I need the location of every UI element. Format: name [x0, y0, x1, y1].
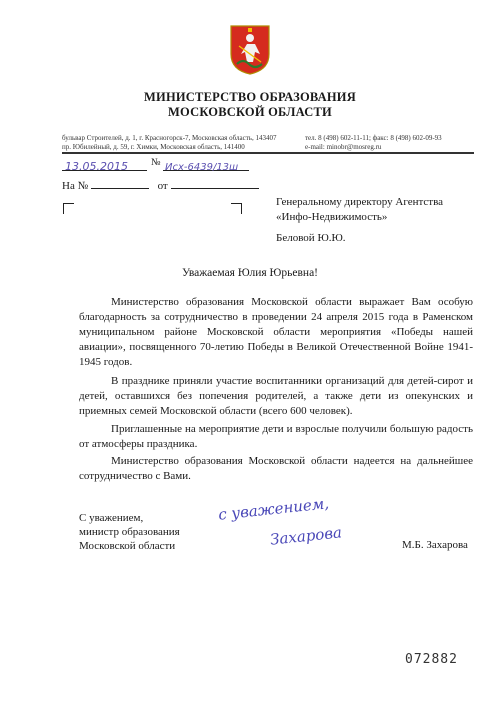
header-divider [62, 152, 474, 154]
closing-line: С уважением, [79, 512, 144, 524]
closing-region: Московской области [79, 540, 176, 552]
address-line: пр. Юбилейный, д. 59, г. Химки, Московская область, 141400 [62, 143, 245, 151]
registration-date: 13.05.2015 [65, 160, 128, 173]
signatory-name: М.Б. Захарова [402, 539, 468, 551]
registration-number: Исх-6439/13ш [165, 162, 239, 173]
document-serial-number: 072882 [405, 652, 458, 667]
email-line: e-mail: minobr@mosreg.ru [305, 143, 382, 151]
signature-closing [79, 511, 180, 553]
recipient-block [276, 195, 472, 225]
recipient-organization: «Инфо-Недвижимость» [276, 211, 388, 223]
registration-number-line [163, 157, 249, 171]
address-corner-mark [63, 203, 74, 214]
reply-number-label: На № [62, 180, 89, 192]
address-corner-mark [231, 203, 242, 214]
registration-date-line [62, 157, 147, 171]
recipient-line [276, 195, 472, 210]
reply-number-blank [91, 178, 149, 189]
reply-date-label: от [157, 180, 168, 192]
body-paragraph: Министерство образования Московской области выражает Вам особую благодарность за сотрудничество в проведении 24 апреля 2015 года в Раменском муниципальном районе Московской области мероприятия «Победы нашей авиации», посвященного 70-летию Победы в Великой Отечественной Войне 1941-1945 годов. [79, 296, 473, 368]
address-line: бульвар Строителей, д. 1, г. Красногорск-7, Московская область, 143407 [62, 134, 277, 142]
ministry-contacts [305, 134, 442, 152]
ministry-address [62, 134, 277, 152]
ministry-title-line2: МОСКОВСКОЙ ОБЛАСТИ [168, 105, 332, 119]
handwritten-signature: Захарова [269, 523, 343, 549]
body-paragraph: Приглашенные на мероприятие дети и взрослые получили большую радость от атмосферы праздника. [79, 423, 473, 450]
body-paragraph: В празднике приняли участие воспитанники организаций для детей-сирот и детей, оставшихся без попечения родителей, а также дети из опекунских и приемных семей Московской области (всего 600 человек). [79, 375, 473, 417]
ministry-title-line1: МИНИСТЕРСТВО ОБРАЗОВАНИЯ [144, 90, 356, 104]
salutation: Уважаемая Юлия Юрьевна! [181, 267, 318, 279]
handwritten-greeting: с уважением, [217, 494, 330, 524]
closing-position: министр образования [79, 526, 180, 538]
registration-number-label: № [151, 157, 161, 168]
phone-line: тел. 8 (498) 602-11-11; факс: 8 (498) 602-09-93 [305, 134, 442, 142]
recipient-name: Беловой Ю.Ю. [276, 232, 346, 244]
body-paragraph: Министерство образования Московской области надеется на дальнейшее сотрудничество с Вами. [79, 455, 473, 482]
reply-reference [62, 178, 259, 192]
coat-of-arms-emblem [229, 24, 271, 76]
reply-date-blank [171, 178, 259, 189]
recipient-title: Генеральному директору Агентства [276, 196, 444, 208]
